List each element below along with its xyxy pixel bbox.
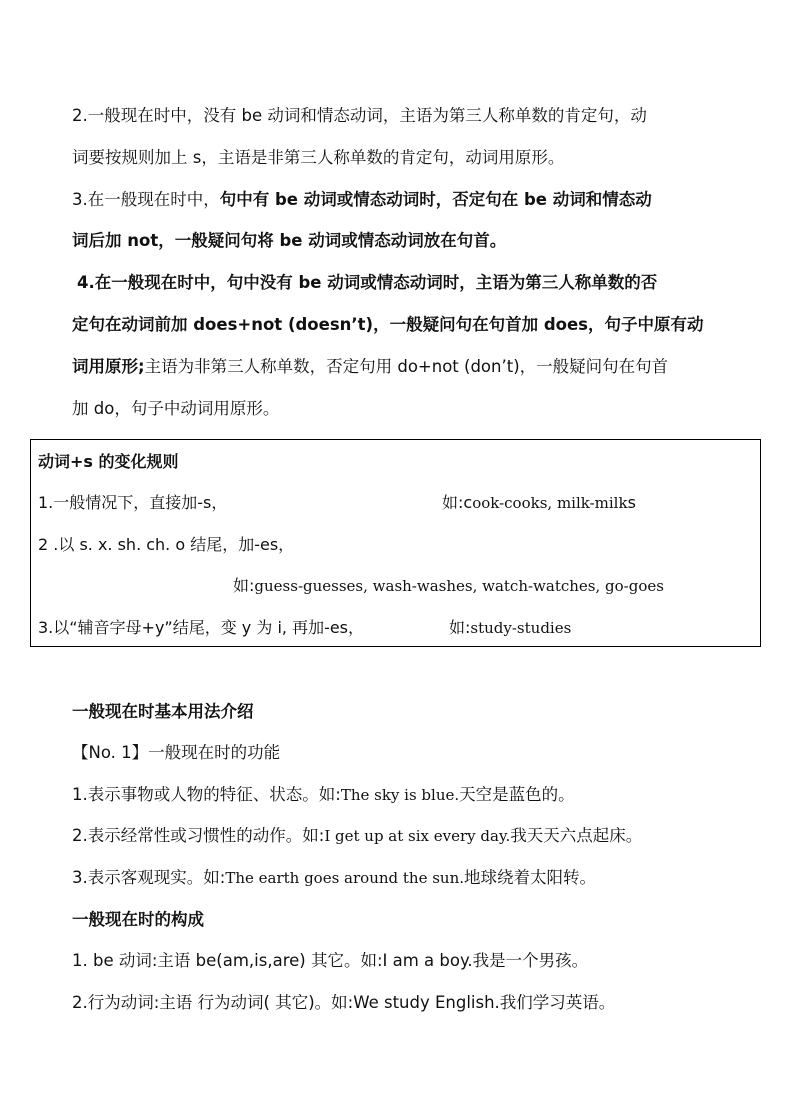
paragraph-4-bold-tail: 词用原形; [72, 357, 145, 376]
rule-2: 2 .以 s. x. sh. ch. o 结尾，加-es， [38, 535, 295, 554]
rule-3: 3.以“辅音字母+y”结尾，变 y 为 i, 再加-es， [38, 618, 365, 637]
paragraph-4-line-4: 加 do，句子中动词用原形。 [72, 399, 280, 418]
no1-heading: 【No. 1】一般现在时的功能 [72, 743, 281, 762]
paragraph-3-rule: 句中有 be 动词或情态动词时，否定句在 be 动词和情态动 [219, 190, 652, 209]
function-1-chinese: 天空是蓝色的。 [459, 785, 575, 804]
function-1-text: 1.表示事物或人物的特征、状态。如: [72, 785, 341, 804]
rule-2-example-prefix: 如: [233, 576, 255, 595]
paragraph-4-rest: 主语为非第三人称单数，否定句用 do+not (don’t)，一般疑问句在句首 [144, 357, 669, 376]
rules-box-title: 动词+s 的变化规则 [38, 452, 179, 471]
rule-1-example-text: ook-cooks, milk-milk [472, 494, 628, 512]
rule-3-example-text: study-studies [470, 619, 572, 637]
paragraph-4-line-3 [72, 356, 668, 378]
function-2-text: 2.表示经常性或习惯性的动作。如: [72, 826, 325, 845]
function-3 [72, 867, 596, 889]
rule-3-example [449, 617, 571, 639]
rule-1: 1.一般情况下，直接加-s， [38, 493, 228, 512]
rule-2-example-text: guess-guesses, wash-washes, watch-watches, go-goes [254, 577, 664, 595]
rule-3-example-prefix: 如: [449, 618, 471, 637]
paragraph-3-line-2: 词后加 not，一般疑问句将 be 动词或情态动词放在句首。 [72, 231, 507, 250]
paragraph-3-line-1 [72, 189, 652, 211]
function-3-text: 3.表示客观现实。如: [72, 868, 226, 887]
function-2-english: I get up at six every day. [324, 827, 511, 845]
rule-1-example [442, 492, 636, 514]
rule-1-example-prefix: 如:c [442, 493, 473, 512]
rule-2-example [233, 575, 664, 597]
function-1 [72, 784, 575, 806]
verb-s-rules-box [30, 439, 761, 647]
paragraph-4-line-2: 定句在动词前加 does+not (doesn’t)，一般疑问句在句首加 does，句子中原有动 [72, 315, 704, 334]
function-2 [72, 825, 642, 847]
construction-heading: 一般现在时的构成 [72, 910, 204, 929]
paragraph-4-line-1: 4.在一般现在时中，句中没有 be 动词或情态动词时，主语为第三人称单数的否 [77, 273, 658, 292]
usage-heading: 一般现在时基本用法介绍 [72, 702, 254, 721]
function-3-chinese: 地球绕着太阳转。 [464, 868, 597, 887]
rule-1-example-suffix: s [627, 493, 636, 512]
paragraph-3-intro: 3.在一般现在时中， [72, 190, 220, 209]
function-2-chinese: 我天天六点起床。 [510, 826, 643, 845]
construction-1: 1. be 动词:主语 be(am,is,are) 其它。如:I am a boy.我是一个男孩。 [72, 951, 589, 970]
paragraph-2-line-2: 词要按规则加上 s，主语是非第三人称单数的肯定句，动词用原形。 [72, 148, 565, 167]
function-3-english: The earth goes around the sun. [225, 869, 465, 887]
paragraph-2-line-1: 2.一般现在时中，没有 be 动词和情态动词，主语为第三人称单数的肯定句，动 [72, 106, 647, 125]
function-1-english: The sky is blue. [340, 786, 460, 804]
construction-2: 2.行为动词:主语 行为动词( 其它)。如:We study English.我们学习英语。 [72, 993, 616, 1012]
